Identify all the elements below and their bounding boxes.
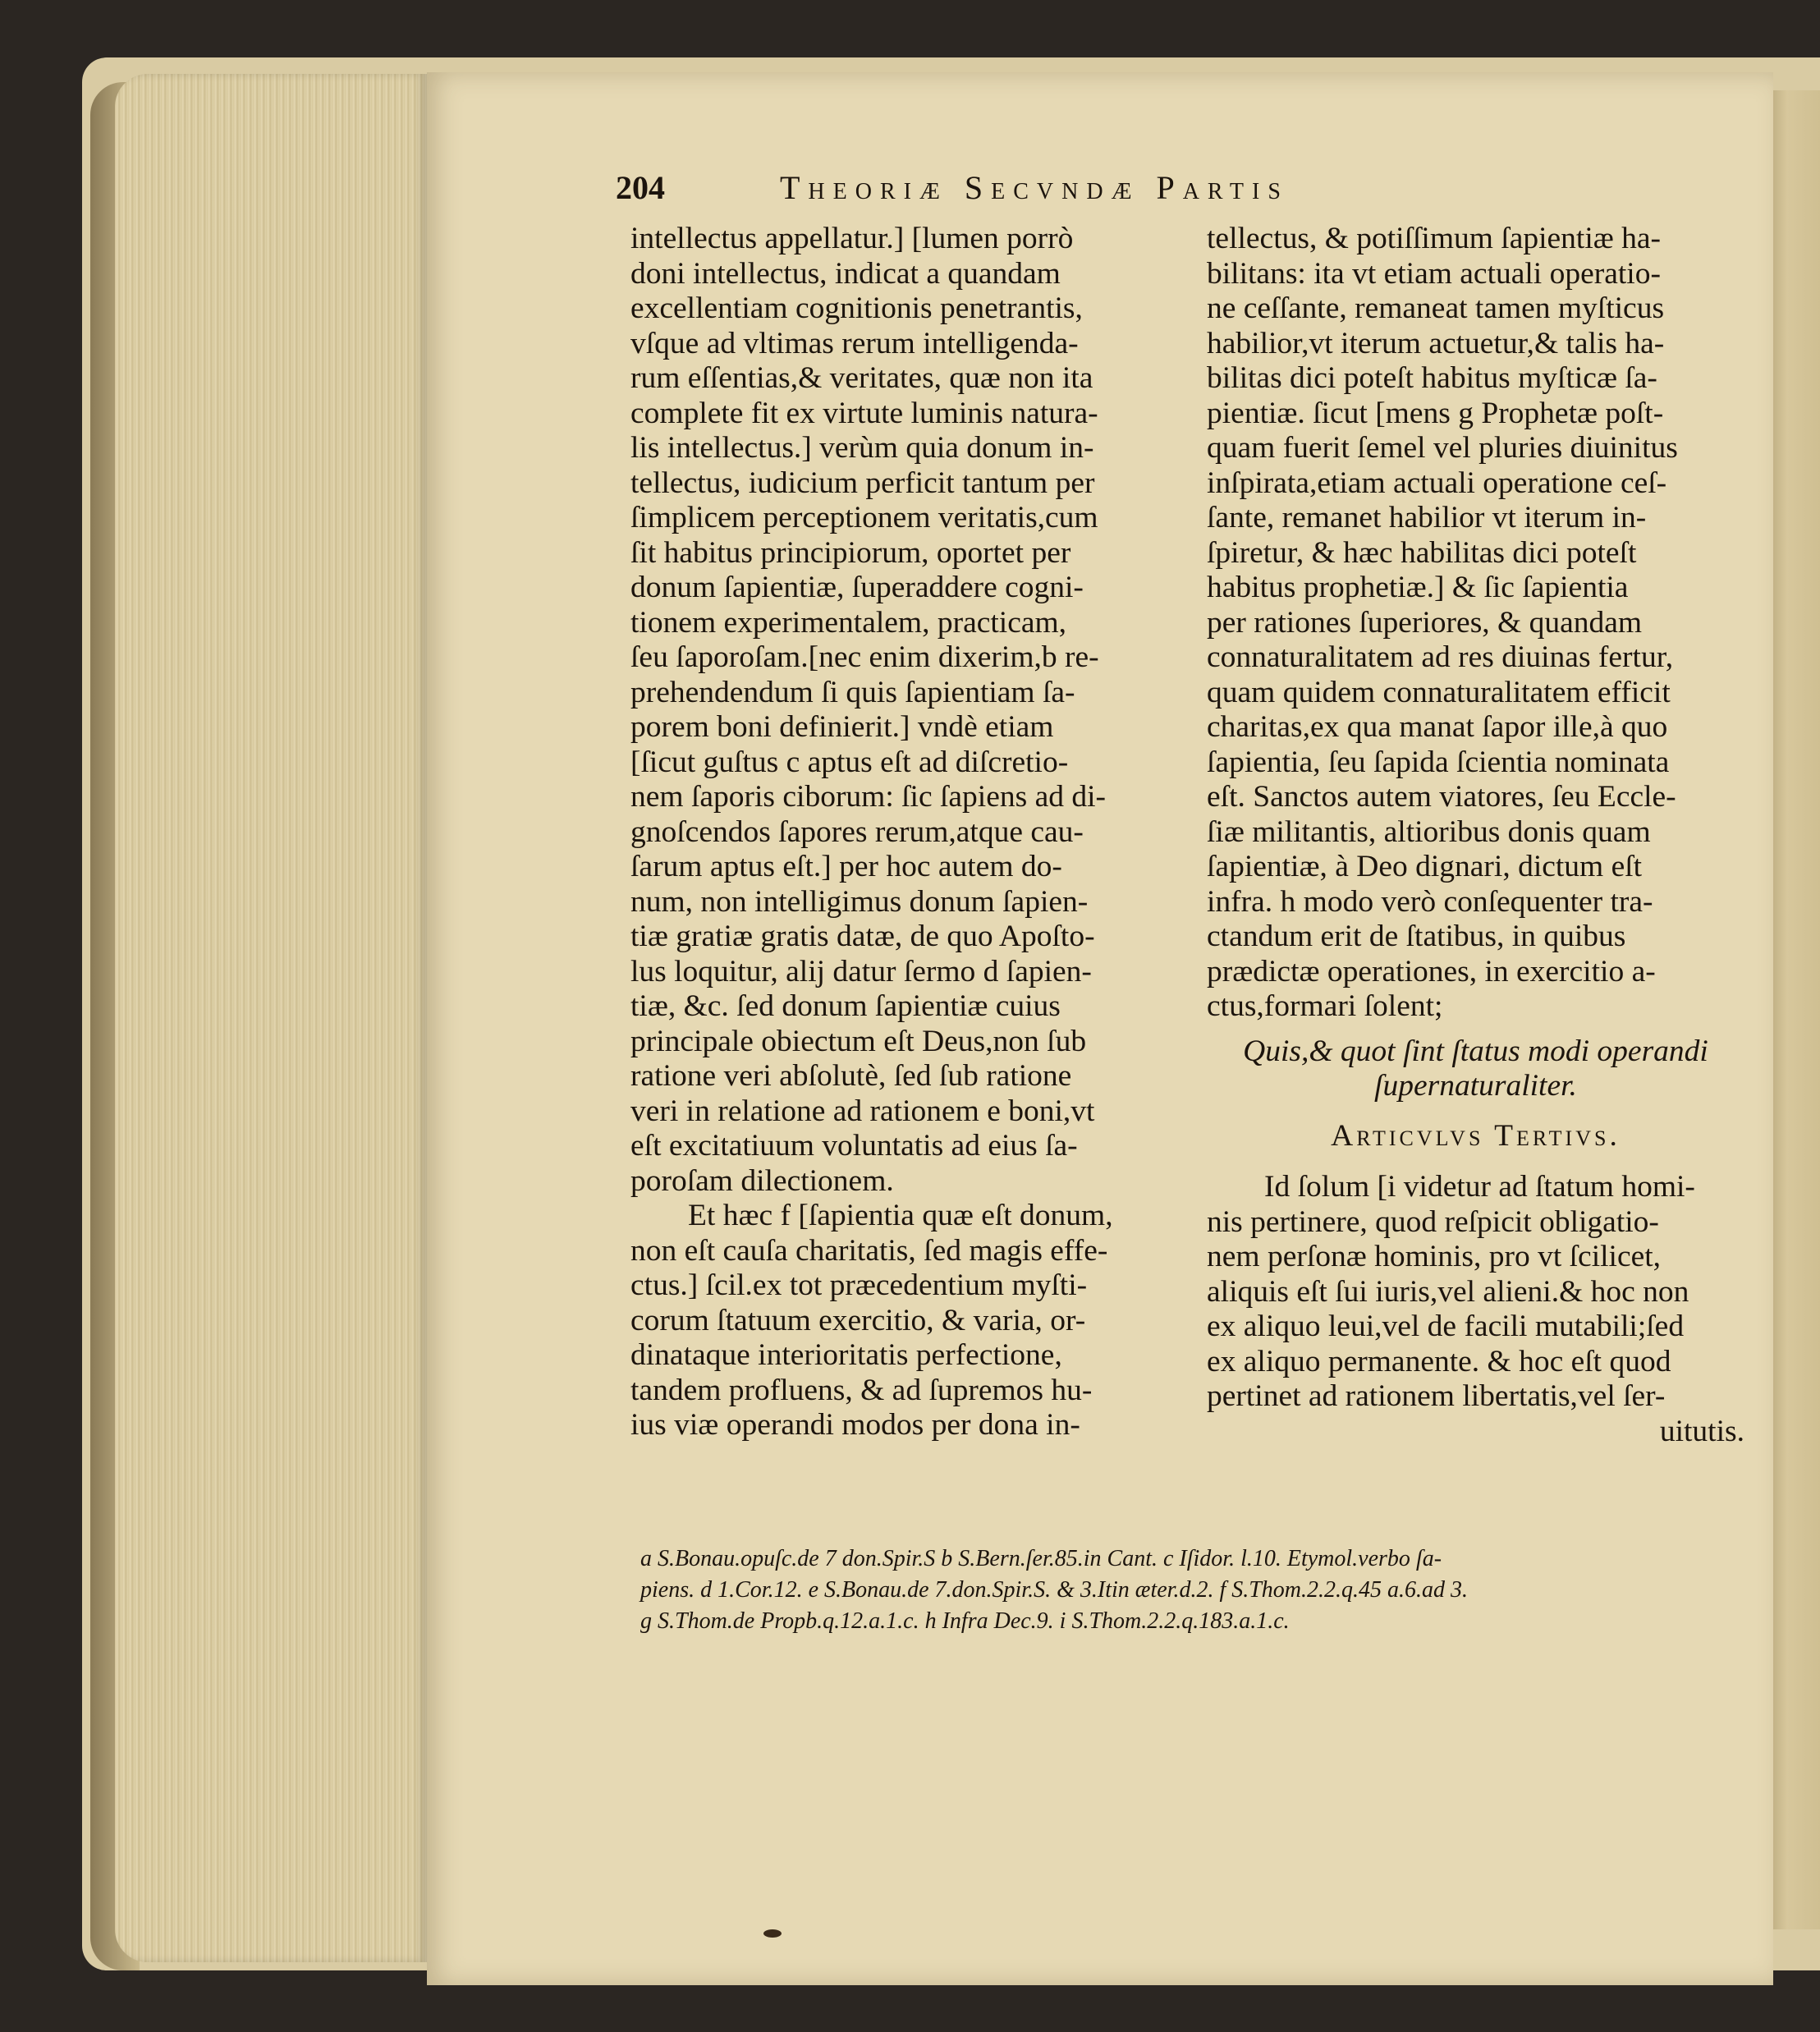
text-line: ſeu ſaporoſam.[nec enim dixerim,b re- (630, 640, 1099, 674)
text-line: ſimplicem perceptionem veritatis,cum (630, 501, 1098, 534)
text-line: principale obiectum eſt Deus,non ſub (630, 1024, 1087, 1058)
text-line: quam fuerit ſemel vel pluries diuinitus (1207, 431, 1678, 465)
text-line: complete fit ex virtute luminis natura- (630, 396, 1098, 430)
text-line: Id ſolum [i videtur ad ſtatum homi- (1264, 1170, 1695, 1204)
text-line: dinataque interioritatis perfectione, (630, 1338, 1062, 1372)
text-line: donum ſapientiæ, ſuperaddere cogni- (630, 571, 1084, 604)
text-line: excellentiam cognitionis penetrantis, (630, 291, 1083, 325)
text-line: quam quidem connaturalitatem efficit (1207, 675, 1671, 709)
text-line: charitas,ex qua manat ſapor ille,à quo (1207, 710, 1668, 744)
text-line: veri in relatione ad rationem e boni,vt (630, 1094, 1095, 1128)
running-title: Theoriæ Secvndæ Partis (780, 169, 1289, 206)
text-line: ctus.] ſcil.ex tot præcedentium myſti- (630, 1268, 1088, 1302)
page-number: 204 (616, 169, 665, 206)
text-line: nem perſonæ hominis, pro vt ſcilicet, (1207, 1240, 1662, 1273)
text-line: infra. h modo verò conſequenter tra- (1207, 884, 1653, 919)
text-line: lis intellectus.] verùm quia donum in- (630, 431, 1094, 465)
text-line: prehendendum ſi quis ſapientiam ſa- (630, 675, 1075, 709)
text-line: piens. d 1.Cor.12. e S.Bonau.de 7.don.Spir.S. & 3.Itin æter.d.2. f S.Thom.2.2.q.45 a.6.ad 3. (640, 1577, 1469, 1603)
text-line: intellectus appellatur.] [lumen porrò (630, 222, 1074, 255)
section-title-line: ſupernaturaliter. (1374, 1069, 1577, 1103)
text-line: corum ſtatuum exercitio, & varia, or- (630, 1303, 1086, 1337)
text-line: ſpiretur, & hæc habilitas dici poteſt (1207, 535, 1637, 570)
right-column (1207, 222, 1744, 1449)
facing-page-edge (1765, 90, 1820, 1929)
left-column (630, 222, 1176, 1443)
text-line: ſiæ militantis, altioribus donis quam (1207, 814, 1651, 849)
text-line: ſante, remanet habilior vt iterum in- (1207, 501, 1647, 534)
ink-stain (763, 1929, 782, 1938)
page-fore-edge (115, 74, 427, 1962)
text-line: ratione veri abſolutè, ſed ſub ratione (630, 1059, 1072, 1093)
text-line: ctandum erit de ſtatibus, in quibus (1207, 920, 1626, 953)
text-line: porem boni definierit.] vndè etiam (630, 710, 1054, 744)
text-line: tellectus, iudicium perficit tantum per (630, 466, 1095, 500)
text-line: pertinet ad rationem libertatis,vel ſer- (1207, 1379, 1666, 1413)
text-line: num, non intelligimus donum ſapien- (630, 884, 1089, 919)
text-line: [ſicut guſtus c aptus eſt ad diſcretio- (630, 745, 1069, 779)
text-line: bilitans: ita vt etiam actuali operatio- (1207, 256, 1661, 291)
text-line: ſapientia, ſeu ſapida ſcientia nominata (1207, 745, 1670, 779)
text-line: ne ceſſante, remaneat tamen myſticus (1207, 291, 1665, 325)
text-line: aliquis eſt ſui iuris,vel alieni.& hoc non (1207, 1274, 1689, 1309)
article-heading: Articvlvs Tertivs. (1331, 1118, 1621, 1153)
text-line: tandem profluens, & ad ſupremos hu- (630, 1373, 1093, 1407)
text-line: g S.Thom.de Propb.q.12.a.1.c. h Infra Dec.9. i S.Thom.2.2.q.183.a.1.c. (640, 1608, 1290, 1634)
text-line: doni intellectus, indicat a quandam (630, 256, 1061, 291)
text-line: per rationes ſuperiores, & quandam (1207, 605, 1643, 640)
text-line: habitus prophetiæ.] & ſic ſapientia (1207, 571, 1629, 604)
text-line: habilior,vt iterum actuetur,& talis ha- (1207, 326, 1665, 360)
text-line: a S.Bonau.opuſc.de 7 don.Spir.S b S.Bern.ſer.85.in Cant. c Iſidor. l.10. Etymol.verbo ſa- (640, 1546, 1442, 1571)
text-line: ius viæ operandi modos per dona in- (630, 1408, 1080, 1442)
text-line: eſt. Sanctos autem viatores, ſeu Eccle- (1207, 780, 1676, 814)
text-line: nem ſaporis ciborum: ſic ſapiens ad di- (630, 780, 1107, 814)
text-line: inſpirata,etiam actuali operatione ceſ- (1207, 466, 1667, 500)
text-line: eſt excitatiuum voluntatis ad eius ſa- (630, 1129, 1078, 1163)
text-line: tionem experimentalem, practicam, (630, 605, 1067, 640)
text-line: prædictæ operationes, in exercitio a- (1207, 954, 1656, 988)
text-line: tiæ, &c. ſed donum ſapientiæ cuius (630, 989, 1061, 1023)
text-line: rum eſſentias,& veritates, quæ non ita (630, 361, 1093, 395)
text-line: lus loquitur, alij datur ſermo d ſapien- (630, 954, 1092, 988)
text-line: ſarum aptus eſt.] per hoc autem do- (630, 850, 1062, 883)
footnotes (640, 1543, 1757, 1637)
text-line: ctus,formari ſolent; (1207, 989, 1443, 1023)
text-line: bilitas dici poteſt habitus myſticæ ſa- (1207, 361, 1657, 395)
text-line: tellectus, & potiſſimum ſapientiæ ha- (1207, 222, 1662, 255)
text-line: ex aliquo leui,vel de facili mutabili;ſed (1207, 1310, 1685, 1343)
text-line: ex aliquo permanente. & hoc eſt quod (1207, 1344, 1671, 1378)
text-line: non eſt cauſa charitatis, ſed magis effe- (630, 1233, 1108, 1268)
text-line: poroſam dilectionem. (630, 1163, 894, 1198)
text-line: vſque ad vltimas rerum intelligenda- (630, 326, 1079, 360)
text-line: tiæ gratiæ gratis datæ, de quo Apoſto- (630, 920, 1095, 953)
text-line: Et hæc f [ſapientia quæ eſt donum, (688, 1199, 1113, 1232)
text-line: uitutis. (1659, 1414, 1744, 1448)
page-header (616, 168, 1519, 218)
text-line: nis pertinere, quod reſpicit obligatio- (1207, 1204, 1659, 1239)
text-line: gnoſcendos ſapores rerum,atque cau- (630, 814, 1084, 849)
section-title-line: Quis,& quot ſint ſtatus modi operandi (1243, 1034, 1708, 1068)
text-line: connaturalitatem ad res diuinas fertur, (1207, 640, 1674, 674)
text-line: pientiæ. ſicut [mens g Prophetæ poſt- (1207, 396, 1664, 430)
text-line: ſit habitus principiorum, oportet per (630, 535, 1071, 570)
text-line: ſapientiæ, à Deo dignari, dictum eſt (1207, 850, 1643, 883)
